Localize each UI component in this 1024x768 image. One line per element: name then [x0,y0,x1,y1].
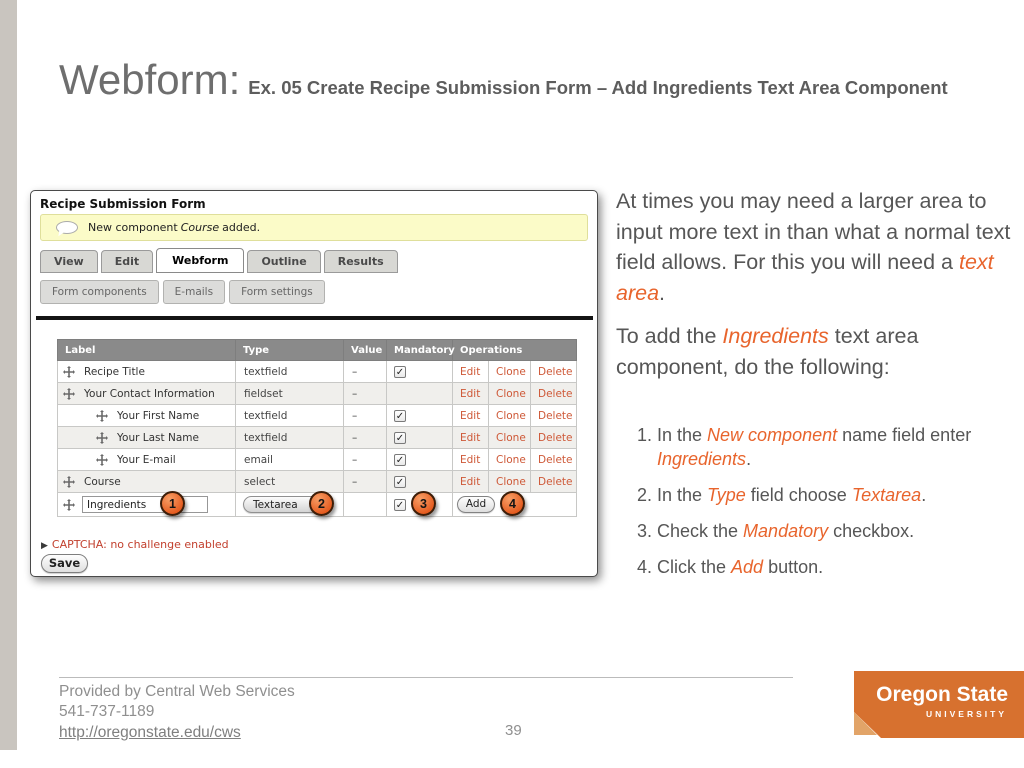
footer-divider [59,677,793,678]
component-value: – [352,409,358,422]
slide-edge-bar [0,0,17,750]
mandatory-checkbox[interactable]: ✓ [395,366,405,378]
tab-results[interactable]: Results [324,250,398,273]
instruction-text [616,186,1015,592]
captcha-status-text: CAPTCHA: no challenge enabled [51,538,229,551]
drag-handle-icon[interactable] [63,476,75,488]
step-item: 4. Click the Add button. [657,556,987,580]
component-type: fieldset [244,387,283,400]
tab-outline[interactable]: Outline [247,250,320,273]
new-component-type-select[interactable]: Textarea [243,496,329,513]
table-row [58,405,577,427]
col-header-value: Value [344,340,387,361]
footer-provided-by: Provided by Central Web Services [59,683,295,700]
drag-handle-icon[interactable] [63,388,75,400]
drag-handle-icon[interactable] [96,410,108,422]
clone-link[interactable]: Clone [496,431,526,444]
steps-list [635,424,987,580]
component-label: Your First Name [117,409,200,422]
col-header-operations: Operations [453,340,577,361]
notice-text-post: added. [222,221,261,234]
subtab-form-settings[interactable]: Form settings [229,280,325,304]
page-title [59,56,948,104]
step-item: 2. In the Type field choose Textarea. [657,484,987,508]
form-title: Recipe Submission Form [40,197,206,211]
component-value: – [352,453,358,466]
callout-2: 2 [309,491,334,516]
footer-phone: 541-737-1189 [59,703,155,721]
delete-link[interactable]: Delete [538,365,573,378]
col-header-mandatory: Mandatory [387,340,453,361]
new-component-mandatory-checkbox[interactable]: ✓ [395,499,405,511]
mandatory-checkbox[interactable]: ✓ [395,410,405,422]
table-row [58,383,577,405]
drag-handle-icon[interactable] [63,366,75,378]
callout-4: 4 [500,491,525,516]
notice-text-pre: New component [88,221,178,234]
component-type: select [244,475,276,488]
edit-link[interactable]: Edit [460,409,481,422]
save-button[interactable]: Save [41,554,88,573]
table-row [58,471,577,493]
delete-link[interactable]: Delete [538,409,573,422]
drag-handle-icon[interactable] [96,454,108,466]
subtab-bar [40,280,325,304]
table-row [58,449,577,471]
title-main: Webform: [59,56,241,103]
component-value: – [352,365,358,378]
osu-logo [854,671,1024,738]
callout-3: 3 [411,491,436,516]
mandatory-checkbox[interactable]: ✓ [395,432,405,444]
step-item: 1. In the New component name field enter Ingredients. [657,424,987,472]
subtab-form-components[interactable]: Form components [40,280,159,304]
component-label: Recipe Title [84,365,145,378]
component-type: textfield [244,365,288,378]
footer-url-link[interactable]: http://oregonstate.edu/cws [59,723,241,741]
collapse-arrow-icon: ▶ [41,541,48,551]
new-component-row [58,493,577,517]
clone-link[interactable]: Clone [496,387,526,400]
drag-handle-icon[interactable] [63,499,75,511]
component-label: Course [84,475,121,488]
edit-link[interactable]: Edit [460,365,481,378]
component-label: Your E-mail [117,453,176,466]
component-value: – [352,475,358,488]
delete-link[interactable]: Delete [538,475,573,488]
mandatory-checkbox[interactable]: ✓ [395,454,405,466]
component-label: Your Contact Information [84,387,215,400]
osu-logo-wordmark: Oregon State [876,683,1008,706]
new-component-name-input[interactable] [82,496,208,513]
status-message [40,214,588,241]
add-button[interactable]: Add [457,496,495,513]
component-value: – [352,431,358,444]
table-row [58,427,577,449]
col-header-type: Type [236,340,344,361]
notice-component-name: Course [180,221,220,234]
tab-webform[interactable]: Webform [156,248,244,273]
delete-link[interactable]: Delete [538,453,573,466]
components-table [57,339,577,517]
component-type: email [244,453,273,466]
emphasis-text-area: text area [616,250,994,305]
paragraph-2: To add the Ingredients text area component, do the following: [616,324,919,379]
component-type: textfield [244,431,288,444]
speech-bubble-icon [56,221,78,234]
divider-bar [36,316,593,320]
osu-logo-university: UNIVERSITY [925,709,1007,719]
delete-link[interactable]: Delete [538,431,573,444]
webform-screenshot [30,190,598,577]
clone-link[interactable]: Clone [496,475,526,488]
tab-bar [40,248,398,273]
component-type: textfield [244,409,288,422]
page-number: 39 [505,722,522,739]
clone-link[interactable]: Clone [496,453,526,466]
edit-link[interactable]: Edit [460,431,481,444]
step-item: 3. Check the Mandatory checkbox. [657,520,987,544]
emphasis-ingredients: Ingredients [722,324,829,349]
mandatory-checkbox[interactable]: ✓ [395,476,405,488]
clone-link[interactable]: Clone [496,365,526,378]
drag-handle-icon[interactable] [96,432,108,444]
table-row [58,361,577,383]
component-value: – [352,387,358,400]
component-label: Your Last Name [117,431,199,444]
subtab-emails[interactable]: E-mails [163,280,225,304]
table-header-row [58,340,577,361]
delete-link[interactable]: Delete [538,387,573,400]
callout-1: 1 [160,491,185,516]
captcha-fieldset-toggle[interactable] [41,538,229,551]
col-header-label: Label [58,340,236,361]
clone-link[interactable]: Clone [496,409,526,422]
edit-link[interactable]: Edit [460,387,481,400]
title-subtitle: Ex. 05 Create Recipe Submission Form – Add Ingredients Text Area Component [248,77,948,98]
footer [59,682,295,743]
edit-link[interactable]: Edit [460,453,481,466]
tab-view[interactable]: View [40,250,98,273]
paragraph-1: At times you may need a larger area to input more text in than what a normal text field allows. For this you will need a text area. [616,189,1011,305]
tab-edit[interactable]: Edit [101,250,153,273]
edit-link[interactable]: Edit [460,475,481,488]
